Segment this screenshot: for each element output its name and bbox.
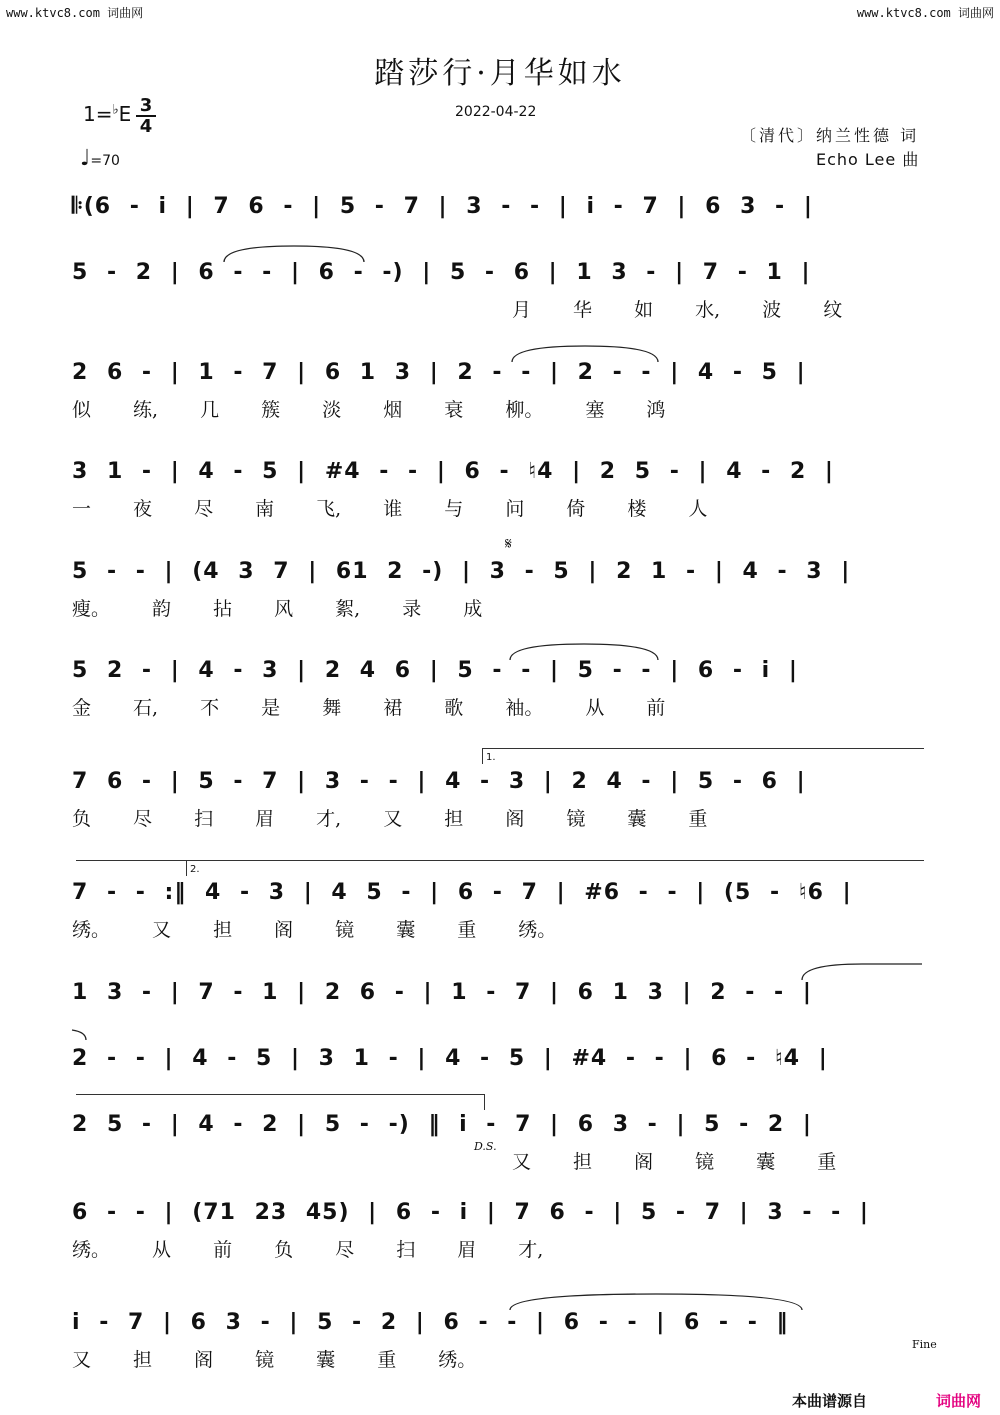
tie-4-cont xyxy=(72,1030,86,1040)
tie-1 xyxy=(224,246,364,262)
volta-2-label: 2. xyxy=(190,864,200,875)
notation-text: 5 2 - | 4 - 3 | 2 4 6 | 5 - - | 5 - - | 6 - i | xyxy=(72,658,798,683)
notation-text: 5 - 2 | 6 - - | 6 - -) | 5 - 6 | 1 3 - | 7 - 1 | xyxy=(72,260,811,285)
dal-segno-mark: D.S. xyxy=(474,1140,497,1153)
key-note: E xyxy=(118,102,132,126)
notation-text: 2 - - | 4 - 5 | 3 1 - | 4 - 5 | #4 - - | 6 - ♮4 | xyxy=(72,1046,828,1071)
composer-credit: Echo Lee 曲 xyxy=(816,150,920,169)
notation-text: 5 - - | (4 3 7 | 61 2 -) | 3 - 5 | 2 1 - | 4 - 3 | xyxy=(72,559,851,584)
notation-text: i - 7 | 6 3 - | 5 - 2 | 6 - - | 6 - - | 6 - - ‖ xyxy=(72,1310,789,1335)
watermark-left: www.ktvc8.com 词曲网 xyxy=(6,6,144,20)
lyrics-text: 金 石, 不 是 舞 裙 歌 袖。 从 前 xyxy=(72,697,666,719)
site-logo: 词曲网 xyxy=(936,1392,982,1410)
notation-text: 3 1 - | 4 - 5 | #4 - - | 6 - ♮4 | 2 5 - | 4 - 2 | xyxy=(72,459,834,484)
segno-sign: 𝄋 xyxy=(505,534,512,553)
lyrics-text: 绣。 又 担 阁 镜 囊 重 绣。 xyxy=(72,919,557,941)
volta-1-label: 1. xyxy=(486,752,496,763)
notation-text: 1 3 - | 7 - 1 | 2 6 - | 1 - 7 | 6 1 3 | 2 - - | xyxy=(72,980,812,1005)
tempo-value: =70 xyxy=(90,153,120,169)
time-denominator: 4 xyxy=(139,116,153,137)
tie-2 xyxy=(512,346,658,362)
flat-symbol: ♭ xyxy=(112,102,119,118)
quarter-note-icon: ♩ xyxy=(80,146,91,171)
tie-4 xyxy=(802,964,922,980)
lyrics-text: 又 担 阁 镜 囊 重 绣。 xyxy=(72,1349,477,1371)
lyrics-text: 又 担 阁 镜 囊 重 xyxy=(512,1151,837,1173)
time-numerator: 3 xyxy=(136,96,156,117)
score-date: 2022-04-22 xyxy=(455,104,537,120)
notation-text: 6 - - | (71 23 45) | 6 - i | 7 6 - | 5 - 7 | 3 - - | xyxy=(72,1200,869,1225)
lyricist-credit: 〔清代〕纳兰性德 词 xyxy=(740,126,920,145)
tie-5 xyxy=(510,1294,802,1310)
notation-text: 2 5 - | 4 - 2 | 5 - -) ‖ i - 7 | 6 3 - | 5 - 2 | xyxy=(72,1112,812,1137)
key-prefix: 1= xyxy=(83,102,113,126)
lyrics-text: 瘦。 韵 拈 风 絮, 录 成 xyxy=(72,598,483,620)
notation-text: 2 6 - | 1 - 7 | 6 1 3 | 2 - - | 2 - - | 4 - 5 | xyxy=(72,360,806,385)
notation-text: 7 6 - | 5 - 7 | 3 - - | 4 - 3 | 2 4 - | 5 - 6 | xyxy=(72,769,806,794)
score-title: 踏莎行·月华如水 xyxy=(374,56,626,91)
lyrics-text: 一 夜 尽 南 飞, 谁 与 问 倚 楼 人 xyxy=(72,498,708,520)
notation-text: 7 - - :‖ 4 - 3 | 4 5 - | 6 - 7 | #6 - - | (5 - ♮6 | xyxy=(72,880,852,905)
lyrics-text: 月 华 如 水, 波 纹 xyxy=(512,299,843,321)
fine-mark: Fine xyxy=(912,1338,937,1351)
lyrics-text: 似 练, 几 簇 淡 烟 衰 柳。 塞 鸿 xyxy=(72,399,666,421)
source-text: 本曲谱源自 xyxy=(792,1392,868,1410)
lyrics-text: 负 尽 扫 眉 才, 又 担 阁 镜 囊 重 xyxy=(72,808,708,830)
lyrics-text: 绣。 从 前 负 尽 扫 眉 才, xyxy=(72,1239,544,1261)
tie-3 xyxy=(510,644,658,660)
watermark-right: www.ktvc8.com 词曲网 xyxy=(856,6,994,20)
notation-text: 𝄆(6 - i | 7 6 - | 5 - 7 | 3 - - | i - 7 | 6 3 - | xyxy=(72,194,813,219)
